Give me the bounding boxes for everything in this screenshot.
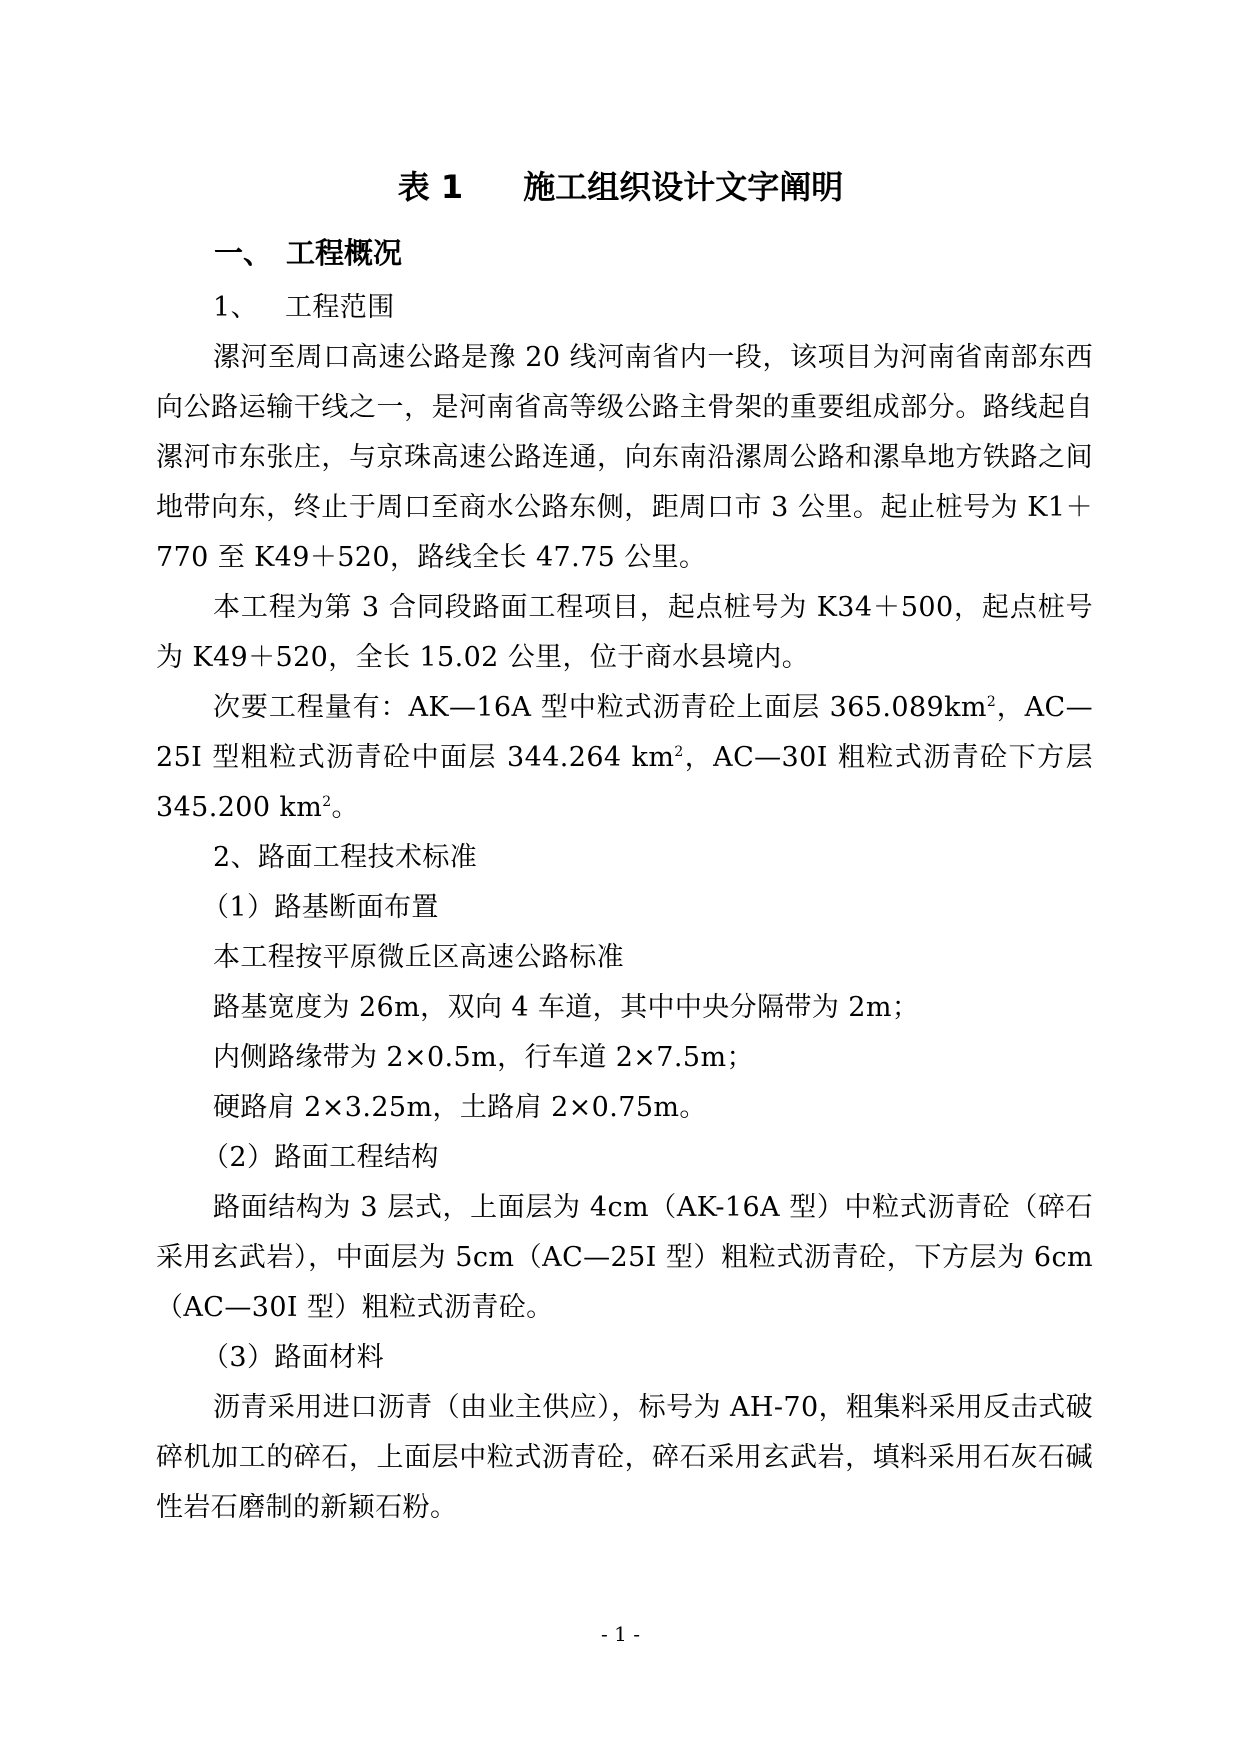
line-shoulders: 硬路肩 2×3.25m，土路肩 2×0.75m。 xyxy=(213,1092,707,1123)
superscript-2: 2 xyxy=(674,744,684,760)
subheading-number: 1、 xyxy=(213,292,258,323)
section-heading-1 xyxy=(214,232,402,274)
paragraph-quantities xyxy=(156,683,1093,833)
paragraph-materials: 沥青采用进口沥青（由业主供应），标号为 AH-70，粗集料采用反击式破碎机加工的碎石，上面层中粒式沥青砼，碎石采用玄武岩，填料采用石灰石碱性岩石磨制的新颖石粉。 xyxy=(156,1392,1093,1523)
quantities-part-1: 次要工程量有：AK—16A 型中粒式沥青砼上面层 365.089km xyxy=(213,692,987,723)
quantities-part-2: ，AC—25I 型粗粒式沥青砼中面层 344.264 km xyxy=(156,692,1093,773)
paragraph-structure: 路面结构为 3 层式，上面层为 4cm（AK-16A 型）中粒式沥青砼（碎石采用玄武岩），中面层为 5cm（AC—25I 型）粗粒式沥青砼，下方层为 6cm（AC—30I 型）粗粒式沥青砼。 xyxy=(156,1192,1093,1323)
quantities-part-4: 。 xyxy=(331,792,359,823)
line-width: 路基宽度为 26m，双向 4 车道，其中中央分隔带为 2m； xyxy=(213,992,920,1023)
superscript-2: 2 xyxy=(322,794,332,810)
subheading-materials: （3）路面材料 xyxy=(202,1342,384,1373)
subheading-structure: （2）路面工程结构 xyxy=(202,1142,439,1173)
title-prefix: 表 1 xyxy=(397,168,464,206)
line-standard: 本工程按平原微丘区高速公路标准 xyxy=(213,942,624,973)
subheading-scope xyxy=(156,283,1093,333)
subheading-title: 工程范围 xyxy=(285,292,395,323)
title-text: 施工组织设计文字阐明 xyxy=(523,168,844,206)
page-number: - 1 - xyxy=(601,1622,640,1646)
document-body xyxy=(156,283,1093,1533)
paragraph-overview: 漯河至周口高速公路是豫 20 线河南省内一段，该项目为河南省南部东西向公路运输干线之一，是河南省高等级公路主骨架的重要组成部分。路线起自漯河市东张庄，与京珠高速公路连通，向东南沿漯周公路和漯阜地方铁路之间地带向东，终止于周口至商水公路东侧，距周口市 3 公里。起止桩号为 K1＋770 至 K49＋520，路线全长 47.75 公里。 xyxy=(156,342,1093,573)
section-number: 一、 xyxy=(214,236,273,270)
superscript-2: 2 xyxy=(986,694,997,710)
section-title: 工程概况 xyxy=(286,236,403,270)
subheading-standards: 2、路面工程技术标准 xyxy=(213,842,478,873)
paragraph-contract: 本工程为第 3 合同段路面工程项目，起点桩号为 K34＋500，起点桩号为 K49＋520，全长 15.02 公里，位于商水县境内。 xyxy=(156,592,1093,673)
line-lanes: 内侧路缘带为 2×0.5m，行车道 2×7.5m； xyxy=(213,1042,754,1073)
subheading-cross-section: （1）路基断面布置 xyxy=(202,892,439,923)
page-title xyxy=(0,163,1241,211)
quantities-part-3: ，AC—30I 粗粒式沥青砼下方层 345.200 km xyxy=(156,742,1093,823)
